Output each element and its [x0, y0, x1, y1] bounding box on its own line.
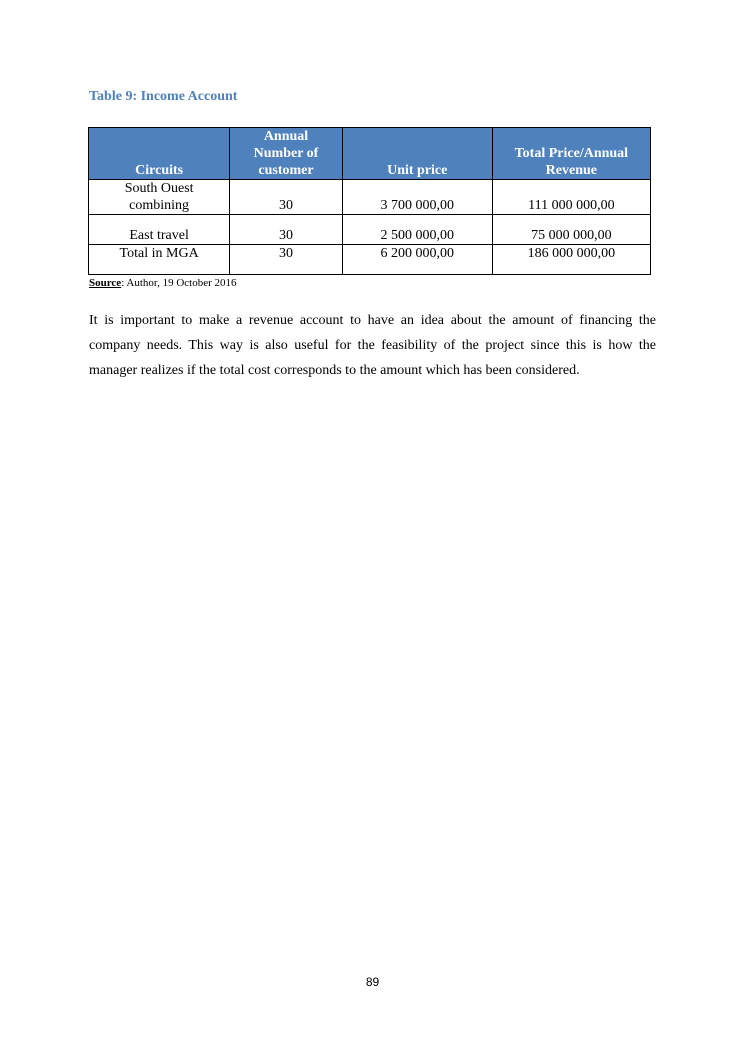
header-total-line1: Total Price/Annual: [514, 146, 629, 161]
table-header-row: [89, 128, 651, 180]
header-circuits: Circuits: [89, 128, 230, 180]
header-annual-line3: customer: [258, 163, 314, 178]
cell-unit-price: 3 700 000,00: [342, 180, 492, 215]
cell-customers: 30: [230, 215, 343, 245]
cell-circuit: East travel: [89, 215, 230, 245]
cell-unit-price: 2 500 000,00: [342, 215, 492, 245]
header-annual-line2: Number of: [253, 146, 319, 161]
cell-unit-price: 6 200 000,00: [342, 245, 492, 275]
cell-total: 75 000 000,00: [492, 215, 650, 245]
cell-total: 111 000 000,00: [492, 180, 650, 215]
table-source: [89, 277, 237, 289]
header-total-revenue: [492, 128, 650, 180]
cell-circuit: Total in MGA: [89, 245, 230, 275]
table-row: [89, 215, 651, 245]
body-paragraph: It is important to make a revenue account to have an idea about the amount of financing the company needs. This way is also useful for the feasibility of the project since this is how the manager realizes if the total cost corresponds to the amount which has been considered.: [89, 313, 656, 378]
cell-total: 186 000 000,00: [492, 245, 650, 275]
source-label: Source: [89, 277, 122, 289]
cell-circuit: [89, 180, 230, 215]
table-row: [89, 180, 651, 215]
cell-customers: 30: [230, 245, 343, 275]
header-unit-price: Unit price: [342, 128, 492, 180]
header-annual-line1: Annual: [263, 129, 309, 144]
table-row: [89, 245, 651, 275]
cell-circuit-line1: South Ouest: [124, 181, 194, 196]
header-total-line2: Revenue: [545, 163, 597, 178]
source-text: : Author, 19 October 2016: [121, 277, 237, 289]
table-caption: Table 9: Income Account: [89, 89, 238, 104]
income-account-table: [88, 127, 651, 275]
cell-circuit-line2: combining: [129, 198, 190, 213]
cell-customers: 30: [230, 180, 343, 215]
header-annual-customers: [230, 128, 343, 180]
page-number: 89: [365, 975, 380, 989]
